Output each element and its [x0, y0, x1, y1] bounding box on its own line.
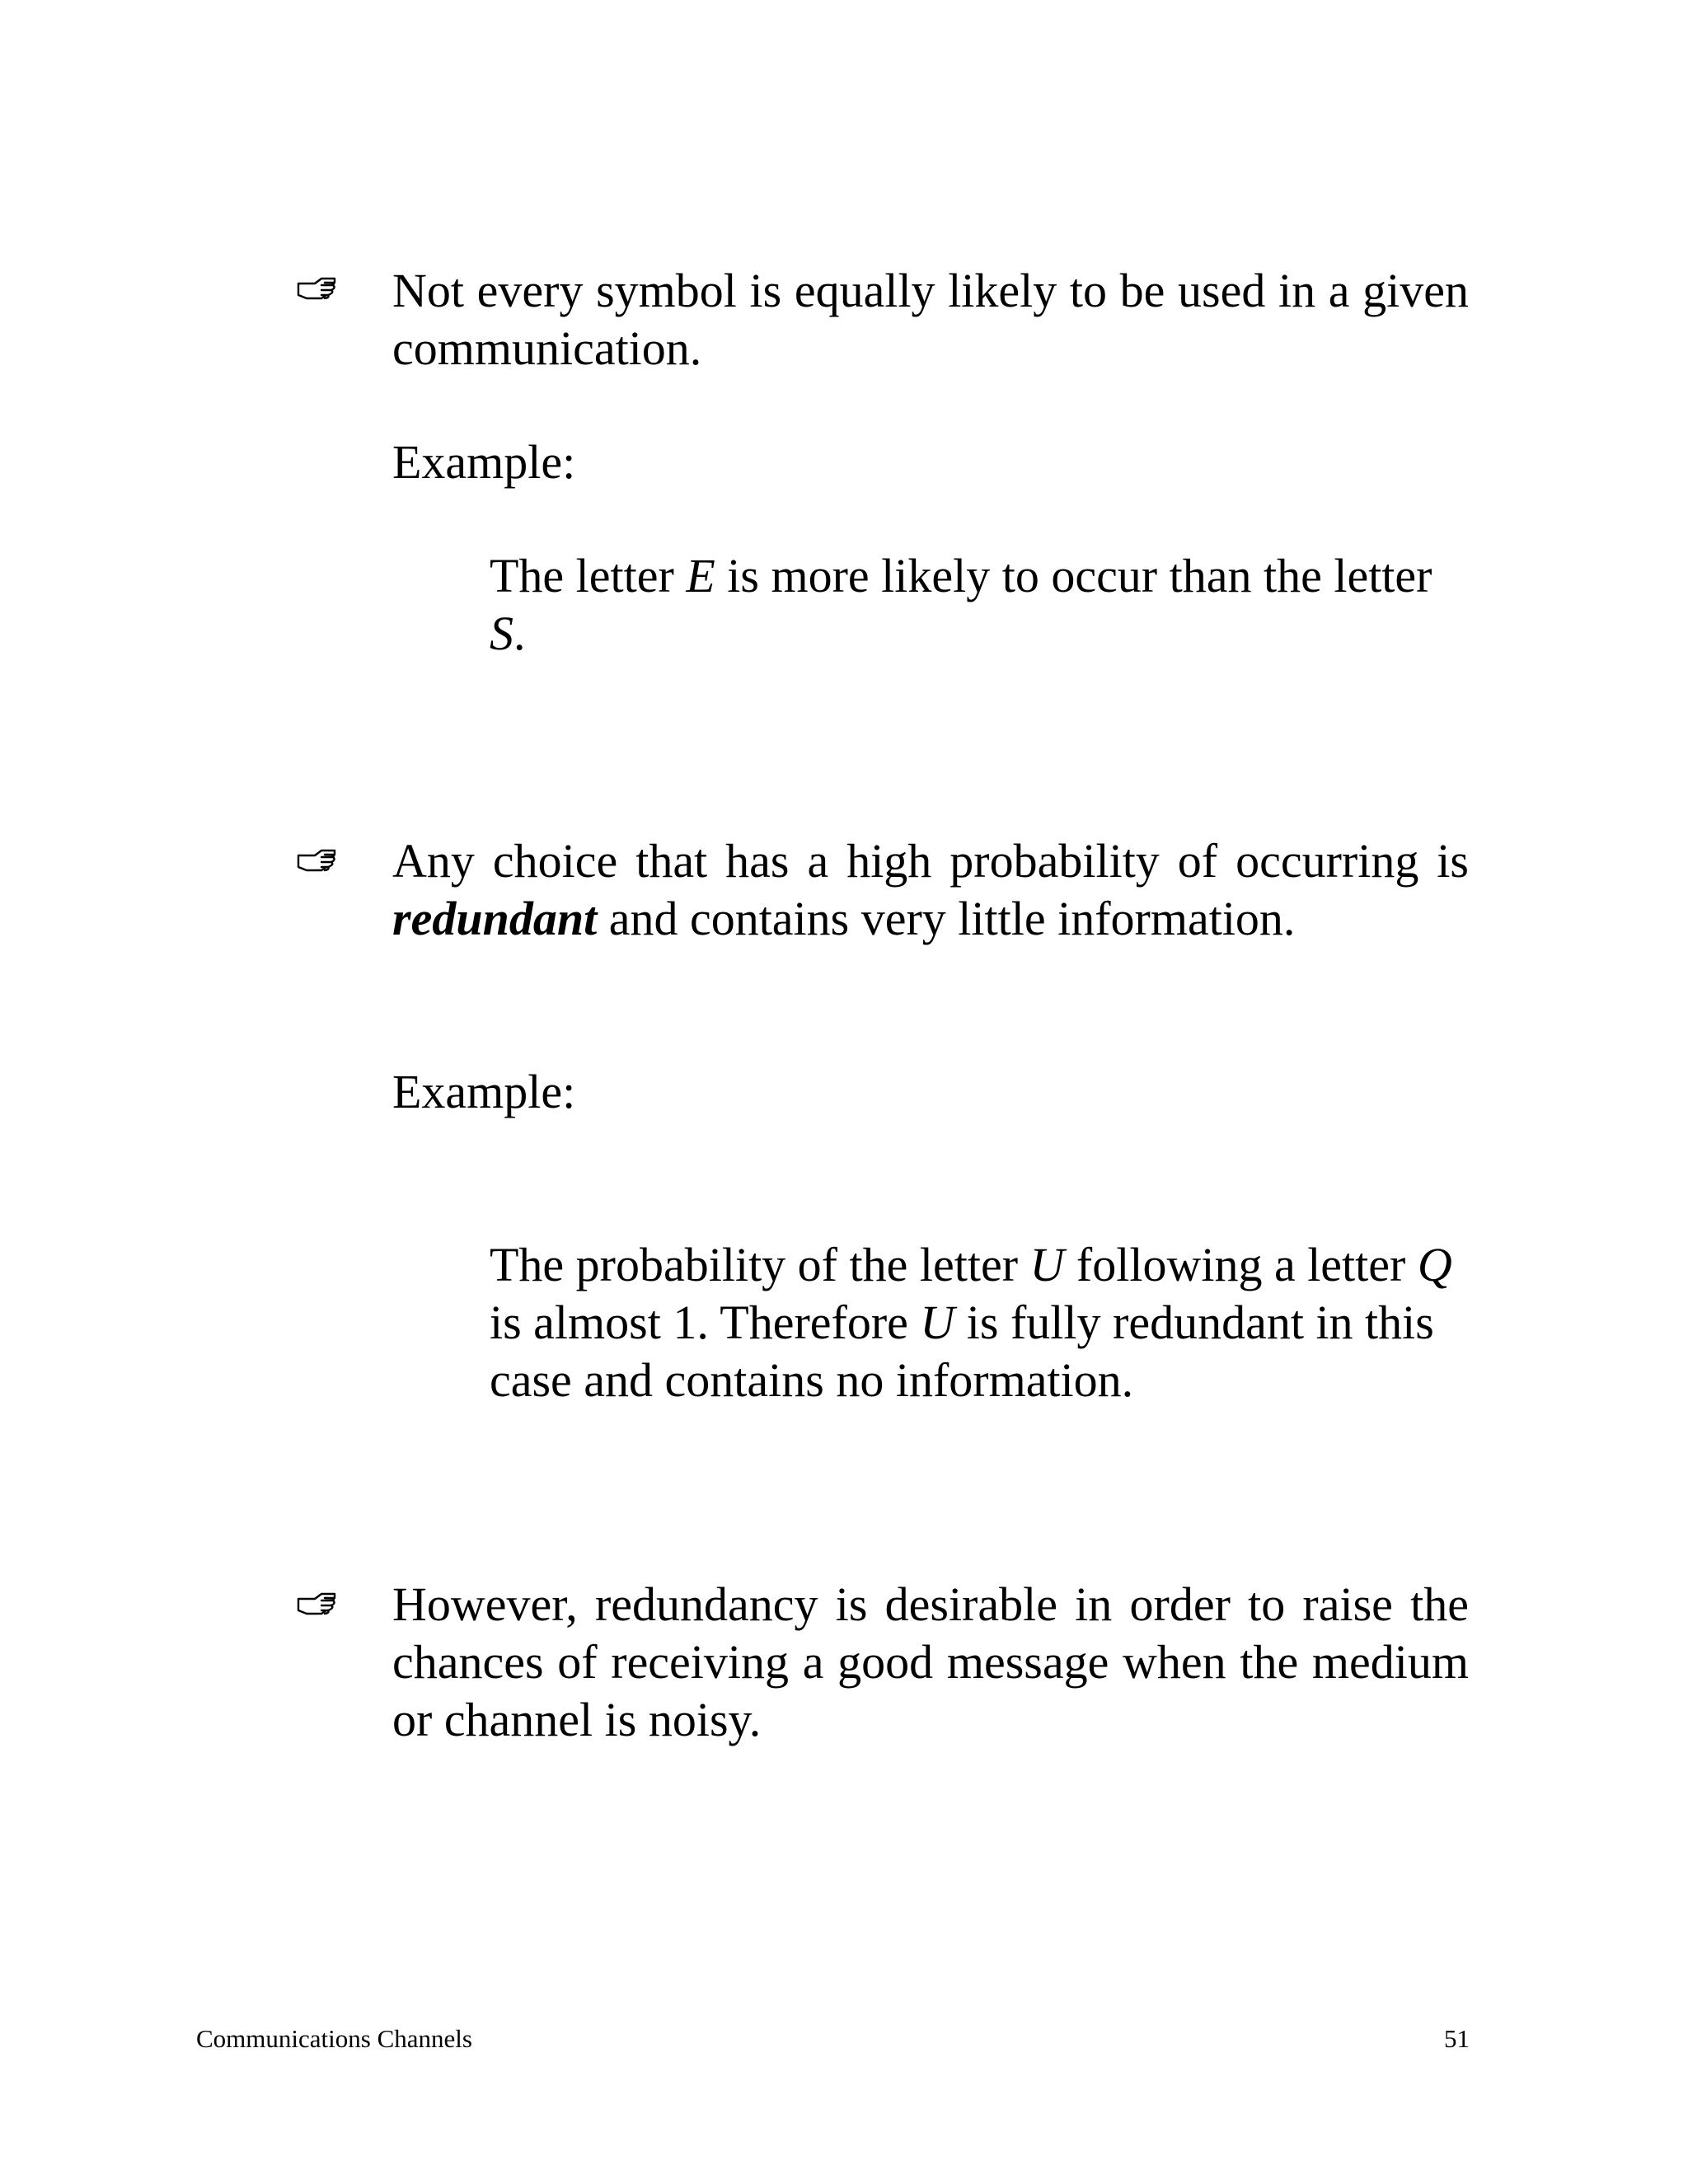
letter-s: S: [490, 607, 513, 660]
bullet-text-2: Any choice that has a high probability of occurring is redundant and contains very little information.: [392, 834, 1469, 945]
footer-title: Communications Channels: [196, 2024, 472, 2053]
example-text-2: The probability of the letter U following a letter Q is almost 1. Therefore U is fully redundant in this case and contains no information.: [490, 1238, 1452, 1407]
pointing-hand-icon: [297, 844, 338, 877]
letter-u: U: [1029, 1238, 1065, 1291]
example-text-1: The letter E is more likely to occur than the letter S.: [490, 549, 1432, 660]
example-label-2: Example:: [392, 1065, 576, 1118]
redundant-term: redundant: [392, 892, 598, 945]
example-label-1: Example:: [392, 435, 576, 489]
letter-e: E: [686, 549, 715, 602]
pointing-hand-icon: [297, 1587, 338, 1620]
letter-u: U: [920, 1296, 955, 1349]
bullet-text-1: Not every symbol is equally likely to be used in a given communication.: [392, 264, 1469, 375]
pointing-hand-icon: [297, 272, 338, 305]
letter-q: Q: [1417, 1238, 1452, 1291]
page-number: 51: [1444, 2024, 1470, 2053]
bullet-text-3: However, redundancy is desirable in order to raise the chances of receiving a good message when the medium or channel is noisy.: [392, 1577, 1469, 1746]
